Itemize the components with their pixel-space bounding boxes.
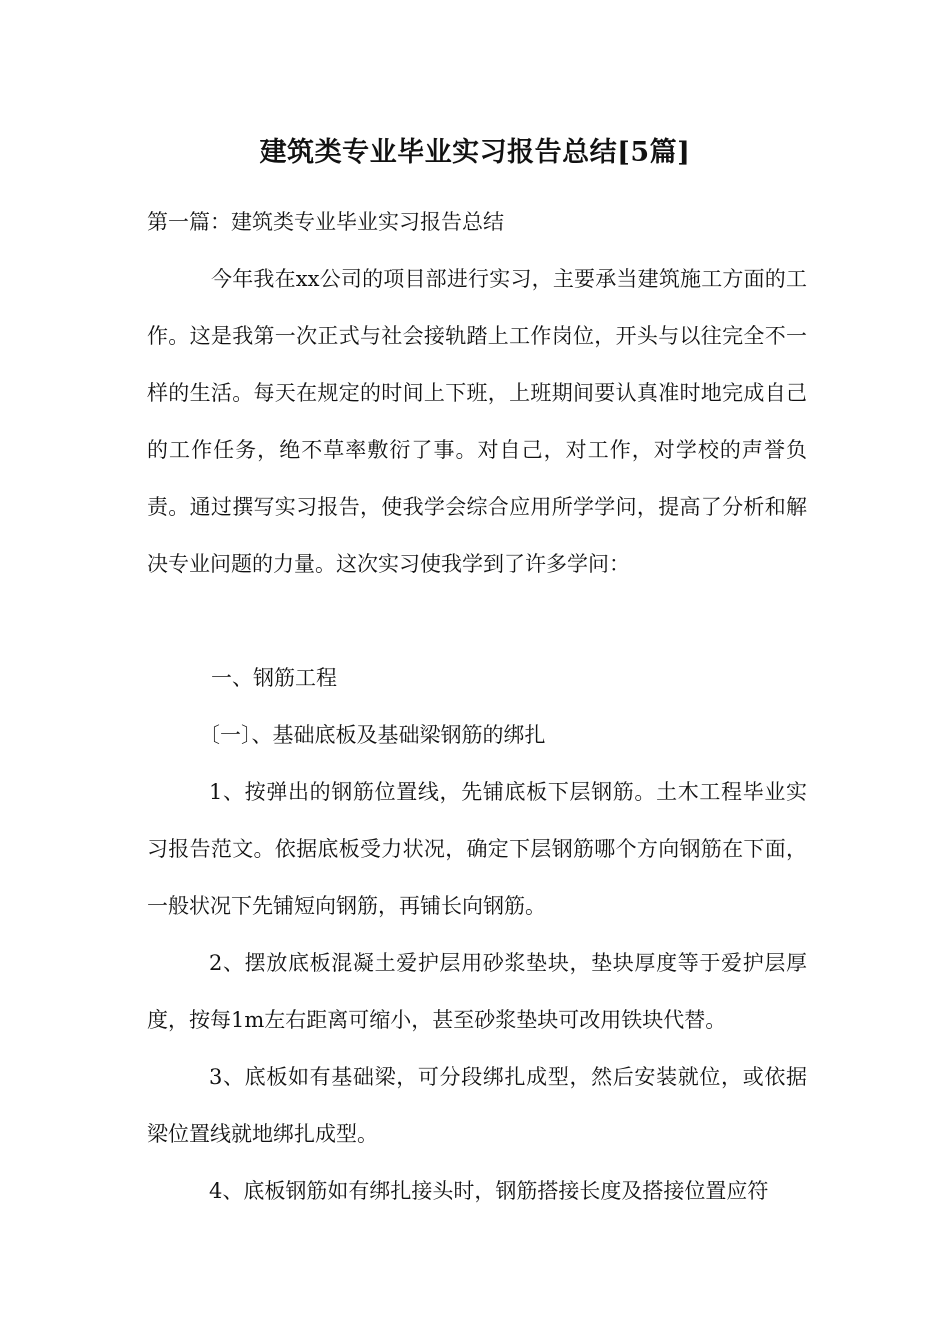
paragraph-item-1: 1、按弹出的钢筋位置线，先铺底板下层钢筋。土木工程毕业实习报告范文。依据底板受力状况，确定下层钢筋哪个方向钢筋在下面，一般状况下先铺短向钢筋，再铺长向钢筋。 — [147, 780, 807, 918]
paragraph-intro: 今年我在xx公司的项目部进行实习，主要承当建筑施工方面的工作。这是我第一次正式与社会接轨踏上工作岗位，开头与以往完全不一样的生活。每天在规定的时间上下班，上班期间要认真准时地完成自己的工作任务，绝不草率敷衍了事。对自己，对工作，对学校的声誉负责。通过撰写实习报告，使我学会综合应用所学学问，提高了分析和解决专业问题的力量。这次实习使我学到了许多学问： — [147, 267, 807, 576]
paragraph-item-3: 3、底板如有基础梁，可分段绑扎成型，然后安装就位，或依据梁位置线就地绑扎成型。 — [147, 1065, 807, 1146]
heading-rebar-engineering: 一、钢筋工程 — [211, 666, 337, 690]
paragraph-item-2: 2、摆放底板混凝土爱护层用砂浆垫块，垫块厚度等于爱护层厚度，按每1m左右距离可缩小，甚至砂浆垫块可改用铁块代替。 — [147, 951, 807, 1032]
paragraph-item-4: 4、底板钢筋如有绑扎接头时，钢筋搭接长度及搭接位置应符 — [209, 1179, 769, 1203]
section-heading: 第一篇：建筑类专业毕业实习报告总结 — [147, 210, 504, 234]
document-title: 建筑类专业毕业实习报告总结[5篇] — [259, 137, 691, 168]
subheading-foundation-rebar: 〔一〕、基础底板及基础梁钢筋的绑扎 — [199, 723, 546, 747]
